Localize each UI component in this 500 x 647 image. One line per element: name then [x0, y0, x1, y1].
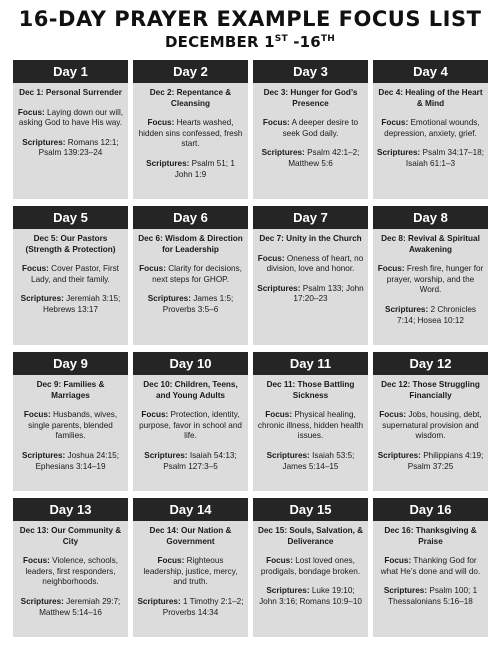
day-card-body — [133, 521, 248, 621]
scriptures-text: Philippians 4:19; Psalm 37:25 — [407, 450, 484, 471]
day-card-focus — [377, 264, 484, 296]
focus-label: Focus: — [23, 556, 50, 566]
focus-label: Focus: — [257, 253, 285, 263]
day-card — [253, 206, 368, 345]
scriptures-label: Scriptures: — [257, 283, 301, 293]
day-card-header: Day 7 — [253, 206, 368, 229]
day-card-focus — [17, 556, 124, 588]
focus-label: Focus: — [23, 410, 51, 420]
focus-label: Focus: — [262, 118, 290, 128]
focus-text: Oneness of heart, no division, love and honor. — [266, 253, 364, 274]
day-card-scriptures — [377, 305, 484, 326]
scriptures-label: Scriptures: — [147, 294, 191, 304]
scriptures-label: Scriptures: — [137, 596, 181, 606]
day-card-title: Dec 5: Our Pastors (Strength & Protection) — [25, 234, 116, 254]
scriptures-label: Scriptures: — [22, 137, 66, 147]
focus-label: Focus: — [139, 264, 166, 274]
scriptures-text: Isaiah 54:13; Psalm 127:3–5 — [163, 450, 237, 471]
day-card-body — [373, 521, 488, 611]
day-card-title: Dec 15: Souls, Salvation, & Deliverance — [257, 526, 364, 546]
day-card — [133, 498, 248, 637]
day-card-focus — [17, 264, 124, 285]
day-card — [373, 352, 488, 491]
focus-text: Thanking God for what He’s done and will do. — [380, 556, 481, 576]
day-card-scriptures — [17, 451, 124, 472]
focus-label: Focus: — [381, 118, 409, 128]
day-card-body — [253, 521, 368, 611]
day-card-header: Day 14 — [133, 498, 248, 521]
day-card-body — [253, 229, 368, 308]
scriptures-text: James 1:5; Proverbs 3:5–6 — [162, 294, 234, 314]
focus-label: Focus: — [157, 556, 185, 566]
day-card-body — [13, 375, 128, 475]
day-card-focus — [17, 108, 124, 129]
focus-text: Protection, identity, purpose, favor in school and life. — [139, 410, 242, 441]
day-card-body — [133, 229, 248, 319]
day-card-focus — [257, 254, 364, 275]
day-card-focus — [17, 410, 124, 442]
day-card-scriptures — [137, 159, 244, 180]
scriptures-label: Scriptures: — [20, 596, 64, 606]
day-card-header: Day 2 — [133, 60, 248, 83]
scriptures-label: Scriptures: — [377, 450, 421, 460]
scriptures-label: Scriptures: — [266, 450, 310, 460]
day-card-body — [373, 83, 488, 173]
day-card-header: Day 6 — [133, 206, 248, 229]
scriptures-text: Luke 19:10; John 3:16; Romans 10:9–10 — [259, 586, 362, 606]
day-card-header: Day 11 — [253, 352, 368, 375]
day-card-scriptures — [17, 138, 124, 159]
day-card — [133, 352, 248, 491]
day-card-title: Dec 7: Unity in the Church — [259, 234, 362, 243]
focus-label: Focus: — [377, 264, 405, 274]
page-subtitle — [0, 33, 500, 51]
day-card-header: Day 3 — [253, 60, 368, 83]
day-card-body — [373, 229, 488, 329]
day-card-title: Dec 9: Families & Marriages — [36, 380, 105, 400]
day-card-focus — [137, 264, 244, 285]
page-title: 16-DAY PRAYER EXAMPLE FOCUS LIST — [18, 7, 482, 31]
day-card-title: Dec 6: Wisdom & Direction for Leadership — [138, 234, 243, 254]
focus-text: Righteous leadership, justice, mercy, and truth. — [143, 556, 238, 587]
subtitle-superscript-start: ST — [274, 34, 288, 44]
day-card-title: Dec 1: Personal Surrender — [19, 88, 122, 97]
day-card-header: Day 5 — [13, 206, 128, 229]
focus-label: Focus: — [266, 556, 293, 566]
scriptures-label: Scriptures: — [144, 450, 188, 460]
day-card — [253, 352, 368, 491]
focus-text: Jobs, housing, debt, supernatural provision and wisdom. — [382, 410, 482, 441]
day-card-body — [133, 83, 248, 183]
day-card-header: Day 8 — [373, 206, 488, 229]
focus-text: Clarity for decisions, next steps for GHOP. — [152, 264, 242, 284]
day-card-body — [253, 83, 368, 173]
focus-text: Physical healing, chronic illness, hidden health issues. — [257, 410, 364, 441]
day-card — [253, 60, 368, 199]
scriptures-text: Psalm 51; 1 John 1:9 — [174, 158, 235, 179]
scriptures-label: Scriptures: — [383, 586, 428, 596]
day-card-title: Dec 10: Children, Teens, and Young Adults — [143, 380, 238, 400]
day-card-grid — [13, 60, 489, 637]
day-card-body — [13, 229, 128, 319]
day-card-focus — [257, 118, 364, 139]
day-card — [133, 206, 248, 345]
day-card-scriptures — [257, 284, 364, 305]
subtitle-range: -16 — [287, 33, 321, 51]
day-card-header: Day 15 — [253, 498, 368, 521]
day-card — [253, 498, 368, 637]
day-card — [13, 206, 128, 345]
day-card-title: Dec 16: Thanksgiving & Praise — [384, 526, 477, 546]
day-card-header: Day 12 — [373, 352, 488, 375]
scriptures-text: Joshua 24:15; Ephesians 3:14–19 — [35, 450, 119, 471]
focus-text: Cover Pastor, First Lady, and their family. — [31, 264, 119, 284]
day-card — [13, 352, 128, 491]
day-card-body — [253, 375, 368, 475]
focus-text: Lost loved ones, prodigals, bondage broken. — [260, 556, 361, 576]
day-card — [13, 60, 128, 199]
day-card-title: Dec 11: Those Battling Sickness — [266, 380, 355, 400]
day-card-scriptures — [377, 586, 484, 607]
day-card-scriptures — [137, 294, 244, 315]
subtitle-superscript-end: TH — [320, 34, 335, 44]
scriptures-text: Psalm 42:1–2; Matthew 5:6 — [288, 148, 360, 168]
day-card — [373, 60, 488, 199]
scriptures-text: Jeremiah 3:15; Hebrews 13:17 — [42, 294, 121, 314]
day-card-header: Day 13 — [13, 498, 128, 521]
day-card — [373, 498, 488, 637]
day-card-focus — [377, 410, 484, 442]
day-card-title: Dec 12: Those Struggling Financially — [381, 380, 480, 400]
day-card-title: Dec 14: Our Nation & Government — [149, 526, 232, 546]
day-card — [13, 498, 128, 637]
focus-text: A deeper desire to seek God daily. — [282, 118, 359, 138]
scriptures-text: 2 Chronicles 7:14; Hosea 10:12 — [397, 304, 477, 325]
scriptures-label: Scriptures: — [261, 148, 305, 158]
scriptures-label: Scriptures: — [146, 158, 190, 168]
focus-text: Emotional wounds, depression, anxiety, grief. — [384, 118, 480, 138]
scriptures-text: Psalm 133; John 17:20–23 — [293, 283, 364, 304]
day-card-scriptures — [17, 294, 124, 315]
scriptures-label: Scriptures: — [384, 304, 429, 314]
day-card-body — [13, 521, 128, 621]
focus-label: Focus: — [384, 556, 412, 566]
day-card-body — [373, 375, 488, 475]
day-card-focus — [257, 556, 364, 577]
focus-text: Fresh fire, hunger for prayer, worship, and the Word. — [386, 264, 484, 295]
scriptures-text: Psalm 34:17–18; Isaiah 61:1–3 — [405, 148, 484, 168]
focus-text: Husbands, wives, single parents, blended families. — [28, 410, 118, 441]
day-card-header: Day 4 — [373, 60, 488, 83]
day-card — [133, 60, 248, 199]
day-card-scriptures — [257, 148, 364, 169]
scriptures-label: Scriptures: — [266, 586, 310, 596]
focus-text: Laying down our will, asking God to have His way. — [18, 107, 124, 128]
day-card-body — [133, 375, 248, 475]
scriptures-text: Romans 12:1; Psalm 139:23–24 — [38, 137, 119, 158]
day-card-header: Day 10 — [133, 352, 248, 375]
day-card — [373, 206, 488, 345]
scriptures-text: Jeremiah 29:7; Matthew 5:14–16 — [39, 596, 121, 617]
focus-label: Focus: — [22, 264, 49, 274]
day-card-header: Day 16 — [373, 498, 488, 521]
focus-text: Violence, schools, leaders, first responders, neighborhoods. — [25, 556, 118, 587]
day-card-focus — [257, 410, 364, 442]
focus-label: Focus: — [379, 410, 407, 420]
day-card-focus — [377, 118, 484, 139]
focus-label: Focus: — [141, 410, 169, 420]
day-card-title: Dec 2: Repentance & Cleansing — [149, 88, 232, 108]
day-card-scriptures — [377, 148, 484, 169]
day-card-scriptures — [137, 451, 244, 472]
day-card-scriptures — [377, 451, 484, 472]
day-card-scriptures — [17, 597, 124, 618]
day-card-title: Dec 8: Revival & Spiritual Awakening — [381, 234, 480, 254]
focus-label: Focus: — [265, 410, 293, 420]
day-card-title: Dec 3: Hunger for God’s Presence — [263, 88, 358, 108]
subtitle-prefix: DECEMBER 1 — [164, 33, 275, 51]
focus-label: Focus: — [17, 107, 45, 117]
scriptures-text: Psalm 100; 1 Thessalonians 5:16–18 — [388, 586, 478, 606]
day-card-header: Day 1 — [13, 60, 128, 83]
focus-text: Hearts washed, hidden sins confessed, fresh start. — [138, 118, 243, 149]
scriptures-text: Isaiah 53:5; James 5:14–15 — [282, 450, 355, 471]
scriptures-label: Scriptures: — [22, 450, 66, 460]
day-card-scriptures — [257, 451, 364, 472]
day-card-title: Dec 4: Healing of the Heart & Mind — [378, 88, 483, 108]
day-card-focus — [137, 410, 244, 442]
day-card-scriptures — [257, 586, 364, 607]
day-card-title: Dec 13: Our Community & City — [19, 526, 122, 546]
day-card-scriptures — [137, 597, 244, 618]
day-card-header: Day 9 — [13, 352, 128, 375]
scriptures-label: Scriptures: — [377, 148, 421, 158]
day-card-body — [13, 83, 128, 162]
day-card-focus — [377, 556, 484, 577]
scriptures-text: 1 Timothy 2:1–2; Proverbs 14:34 — [162, 596, 244, 617]
day-card-focus — [137, 118, 244, 150]
focus-label: Focus: — [147, 118, 175, 128]
scriptures-label: Scriptures: — [20, 294, 64, 304]
day-card-focus — [137, 556, 244, 588]
